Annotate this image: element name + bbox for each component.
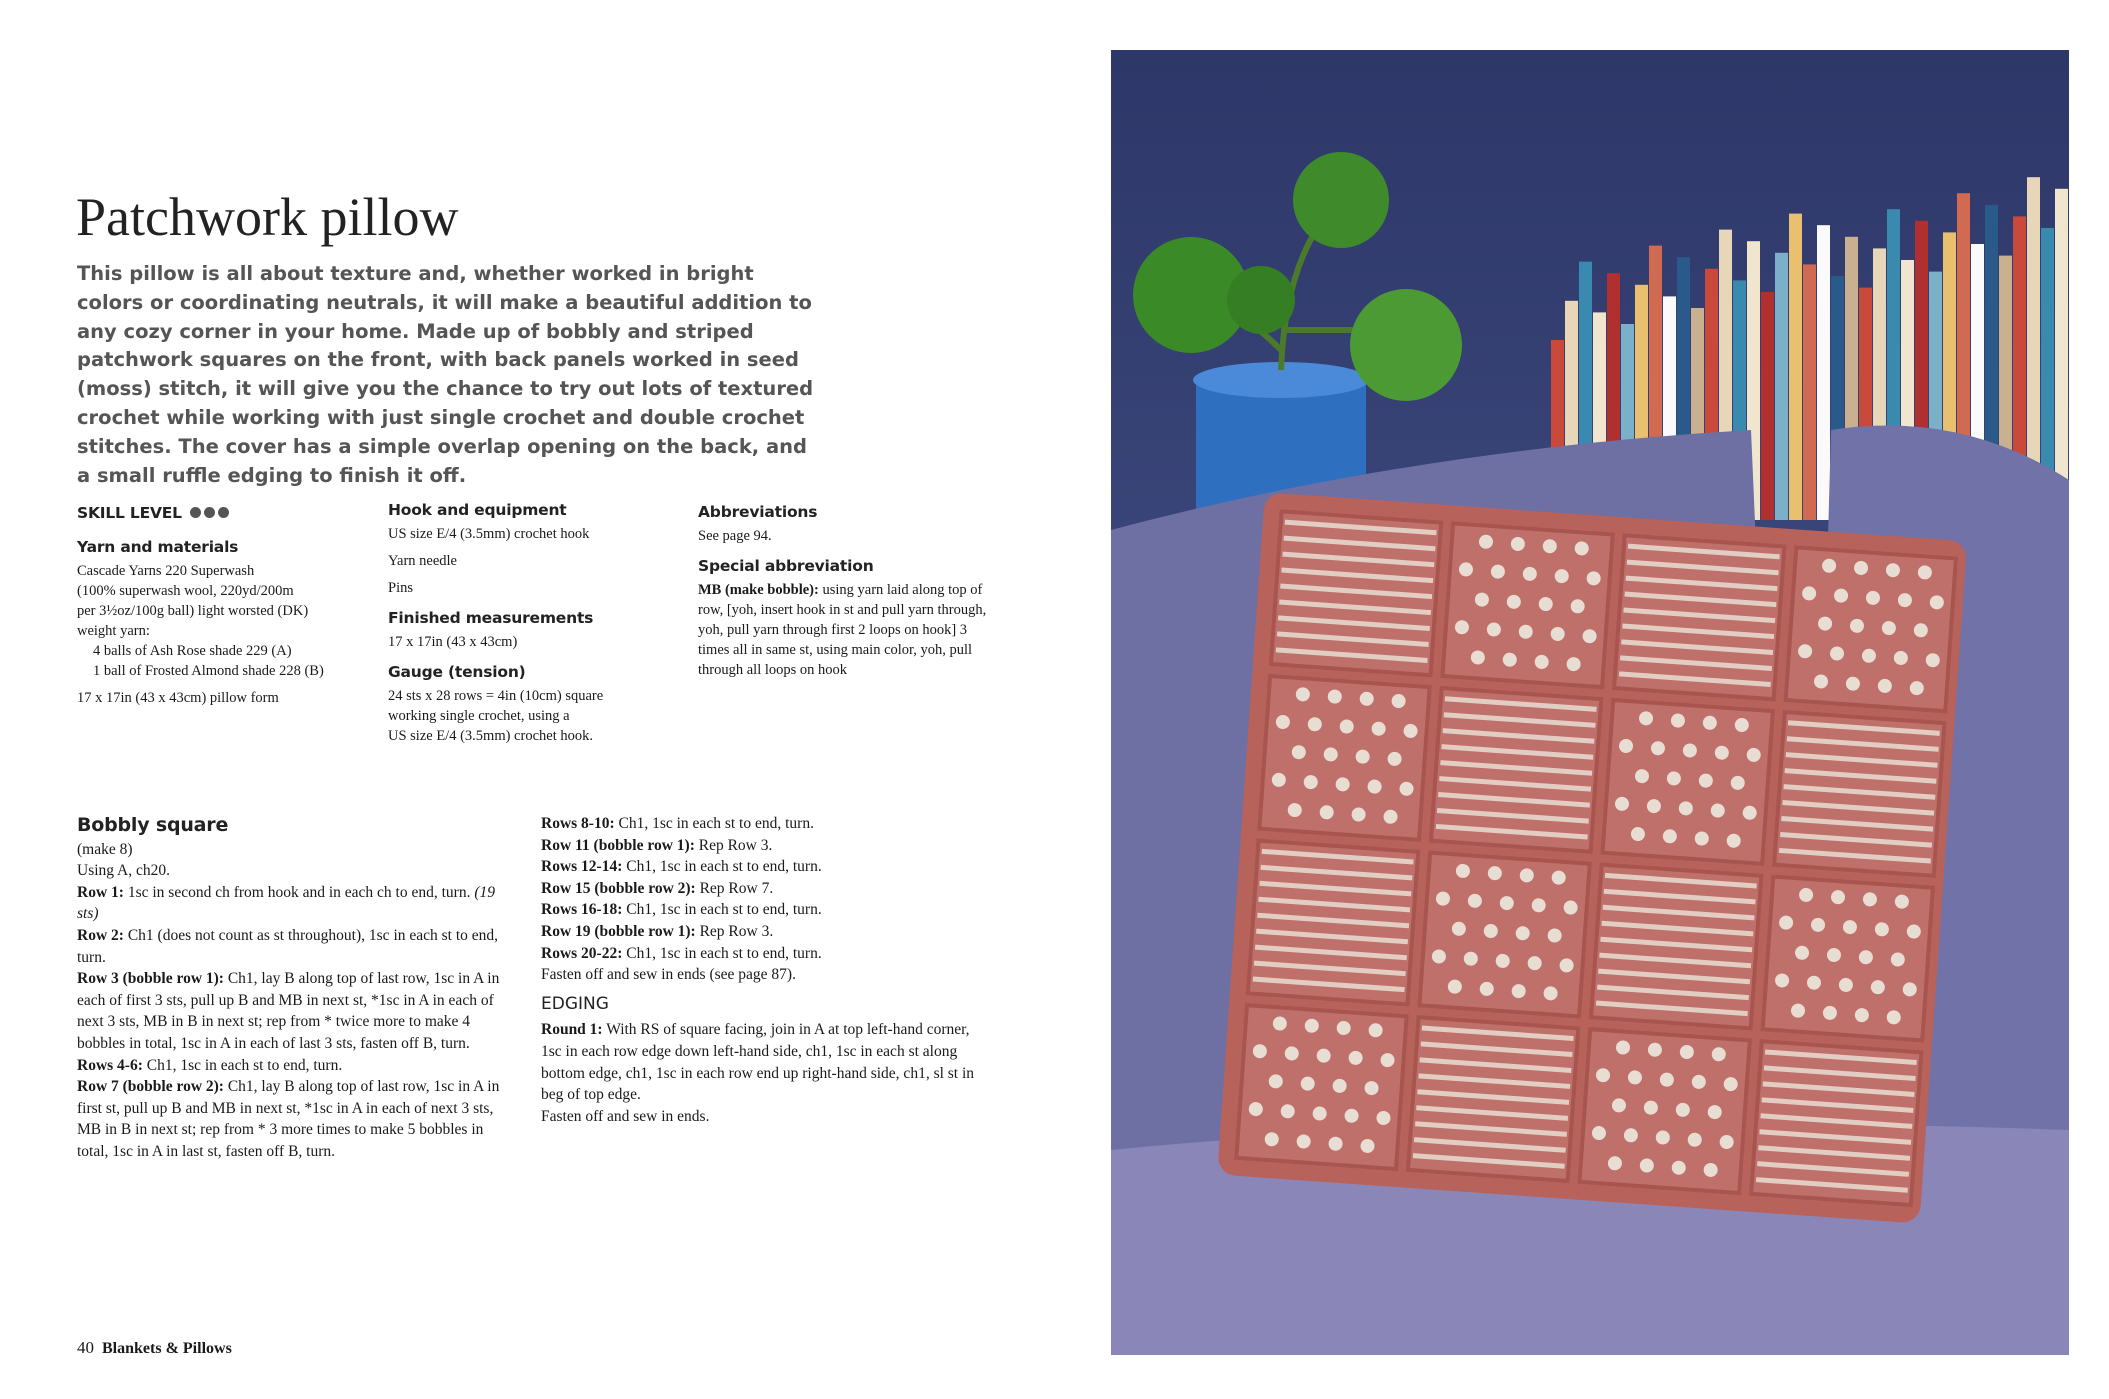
- crochet-pillow-icon: [1217, 492, 1967, 1223]
- yarn-line: Cascade Yarns 220 Superwash: [77, 563, 255, 579]
- row-text: Rep Row 7.: [695, 879, 774, 897]
- row-text: 1sc in second ch from hook and in each ch to end, turn.: [123, 883, 475, 901]
- row-instruction: [77, 968, 517, 1054]
- edging-heading: EDGING: [541, 993, 609, 1014]
- abbreviations-column: [698, 502, 988, 680]
- yarn-ball: 4 balls of Ash Rose shade 229 (A): [93, 643, 292, 659]
- bobbly-make: (make 8): [77, 840, 133, 858]
- row-text: Ch1, 1sc in each st to end, turn.: [614, 815, 814, 832]
- gauge-line: working single crochet, using a: [388, 708, 570, 724]
- row-instruction: [541, 835, 981, 857]
- row-instruction: [541, 943, 981, 965]
- yarn-heading: Yarn and materials: [77, 538, 239, 556]
- yarn-line: (100% superwash wool, 220yd/200m: [77, 583, 294, 599]
- finished-heading: Finished measurements: [388, 609, 594, 627]
- row-label: Row 3 (bobble row 1):: [77, 970, 224, 988]
- round-text: With RS of square facing, join in A at top left-hand corner, 1sc in each row edge down left-hand side, ch1, 1sc in each st along bottom edge, ch1, 1sc in each row end up right-hand side, ch1, sl st in beg of top edge.: [541, 1021, 975, 1104]
- row-text: Ch1, 1sc in each st to end, turn.: [142, 1056, 343, 1074]
- leaf-icon: [1350, 289, 1462, 401]
- finished-text: 17 x 17in (43 x 43cm): [388, 634, 518, 650]
- pillow-photo: [1111, 50, 2069, 1355]
- row-text: Ch1, lay B along top of last row, 1sc in A in first st, pull up B and MB in next st, *1sc in A in each of next 3 sts, MB in B in next st; rep from * 3 more times to make 5 bobbles in total, 1sc in A in last st, fasten off B, turn.: [77, 1078, 500, 1160]
- row-text: Ch1, 1sc in each st to end, turn.: [622, 901, 822, 919]
- row-label: Row 7 (bobble row 2):: [77, 1078, 224, 1096]
- row-text: Ch1, 1sc in each st to end, turn.: [622, 858, 822, 876]
- row-label: Rows 20-22:: [541, 944, 623, 962]
- leaf-icon: [1293, 152, 1389, 248]
- row-label: Row 1:: [77, 883, 124, 901]
- skill-dot-icon: [218, 507, 229, 518]
- bobbly-finish: Fasten off and sew in ends (see page 87).: [541, 966, 796, 984]
- gauge-line: 24 sts x 28 rows = 4in (10cm) square: [388, 688, 604, 704]
- round-label: Round 1:: [541, 1021, 603, 1039]
- row-instruction: [541, 921, 981, 943]
- row-instruction: [77, 925, 517, 968]
- row-instruction: [541, 813, 981, 835]
- row-text: Ch1 (does not count as st throughout), 1sc in each st to end, turn.: [77, 926, 499, 966]
- row-instruction: [541, 899, 981, 921]
- row-text: Ch1, 1sc in each st to end, turn.: [622, 944, 822, 962]
- page-footer: [77, 1338, 232, 1358]
- yarn-ball: 1 ball of Frosted Almond shade 228 (B): [93, 663, 324, 679]
- bobbly-column-1: [77, 815, 517, 1163]
- row-text: Ch1, lay B along top of last row, 1sc in A in each of first 3 sts, pull up B and MB in next st, *1sc in A in each of next 3 sts, MB in B in next st; rep from * twice more to make 4 bobbles in total, 1sc in A in each of last 3 sts, fasten off B, turn.: [77, 970, 500, 1052]
- yarn-line: per 3½oz/100g ball) light worsted (DK): [77, 603, 309, 619]
- abbr-text: See page 94.: [698, 528, 772, 544]
- row-count: (19 sts): [77, 883, 495, 923]
- abbr-heading: Abbreviations: [698, 503, 818, 521]
- page-number: 40: [77, 1338, 94, 1357]
- hook-item: US size E/4 (3.5mm) crochet hook: [388, 526, 590, 542]
- row-instruction: [541, 878, 981, 900]
- row-instruction: [541, 856, 981, 878]
- bobbly-column-2: [541, 813, 981, 1127]
- pillow-photo-illustration: [1111, 50, 2069, 1355]
- skill-dot-icon: [190, 507, 201, 518]
- hook-item: Pins: [388, 580, 413, 596]
- row-instruction: [77, 1055, 517, 1077]
- pillow-form: 17 x 17in (43 x 43cm) pillow form: [77, 690, 279, 706]
- gauge-line: US size E/4 (3.5mm) crochet hook.: [388, 728, 593, 744]
- skill-dot-icon: [204, 507, 215, 518]
- row-label: Row 2:: [77, 926, 124, 944]
- row-text: Rep Row 3.: [695, 922, 774, 940]
- row-instruction: [77, 882, 517, 925]
- special-term: MB (make bobble):: [698, 582, 819, 598]
- bobbly-start: Using A, ch20.: [77, 862, 170, 880]
- skill-label: SKILL LEVEL: [77, 504, 182, 522]
- row-label: Row 11 (bobble row 1):: [541, 836, 695, 854]
- skill-level: [77, 503, 377, 523]
- bobbly-heading: Bobbly square: [77, 814, 229, 836]
- page-title: Patchwork pillow: [76, 187, 459, 247]
- gauge-heading: Gauge (tension): [388, 663, 526, 681]
- intro-paragraph: This pillow is all about texture and, whether worked in bright colors or coordinating neutrals, it will make a beautiful addition to any cozy corner in your home. Made up of bobbly and striped patchwork squares on the front, with back panels worked in seed (moss) stitch, it will give you the chance to try out lots of textured crochet while working with just single crochet and double crochet stitches. The cover has a simple overlap opening on the back, and a small ruffle edging to finish it off.: [77, 262, 814, 487]
- edging-round: [541, 1019, 981, 1105]
- hook-heading: Hook and equipment: [388, 501, 567, 519]
- row-text: Rep Row 3.: [694, 836, 773, 854]
- row-instruction: [77, 1076, 517, 1162]
- special-desc: using yarn laid along top of row, [yoh, insert hook in st and pull yarn through, yoh, pull yarn through first 2 loops on hook] 3 times all in same st, using main color, yoh, pull through all loops on hook: [698, 582, 987, 678]
- row-label: Rows 4-6:: [77, 1056, 143, 1074]
- materials-column: [77, 503, 377, 708]
- yarn-line: weight yarn:: [77, 623, 150, 639]
- edging-finish: Fasten off and sew in ends.: [541, 1107, 710, 1125]
- hook-column: [388, 500, 688, 746]
- section-name: Blankets & Pillows: [102, 1340, 232, 1357]
- row-label: Row 15 (bobble row 2):: [541, 879, 696, 897]
- row-label: Rows 12-14:: [541, 858, 623, 876]
- special-text: [698, 580, 988, 680]
- hook-item: Yarn needle: [388, 553, 457, 569]
- row-label: Rows 16-18:: [541, 901, 623, 919]
- row-label: Row 19 (bobble row 1):: [541, 922, 696, 940]
- special-heading: Special abbreviation: [698, 557, 874, 575]
- row-label: Rows 8-10:: [541, 815, 615, 832]
